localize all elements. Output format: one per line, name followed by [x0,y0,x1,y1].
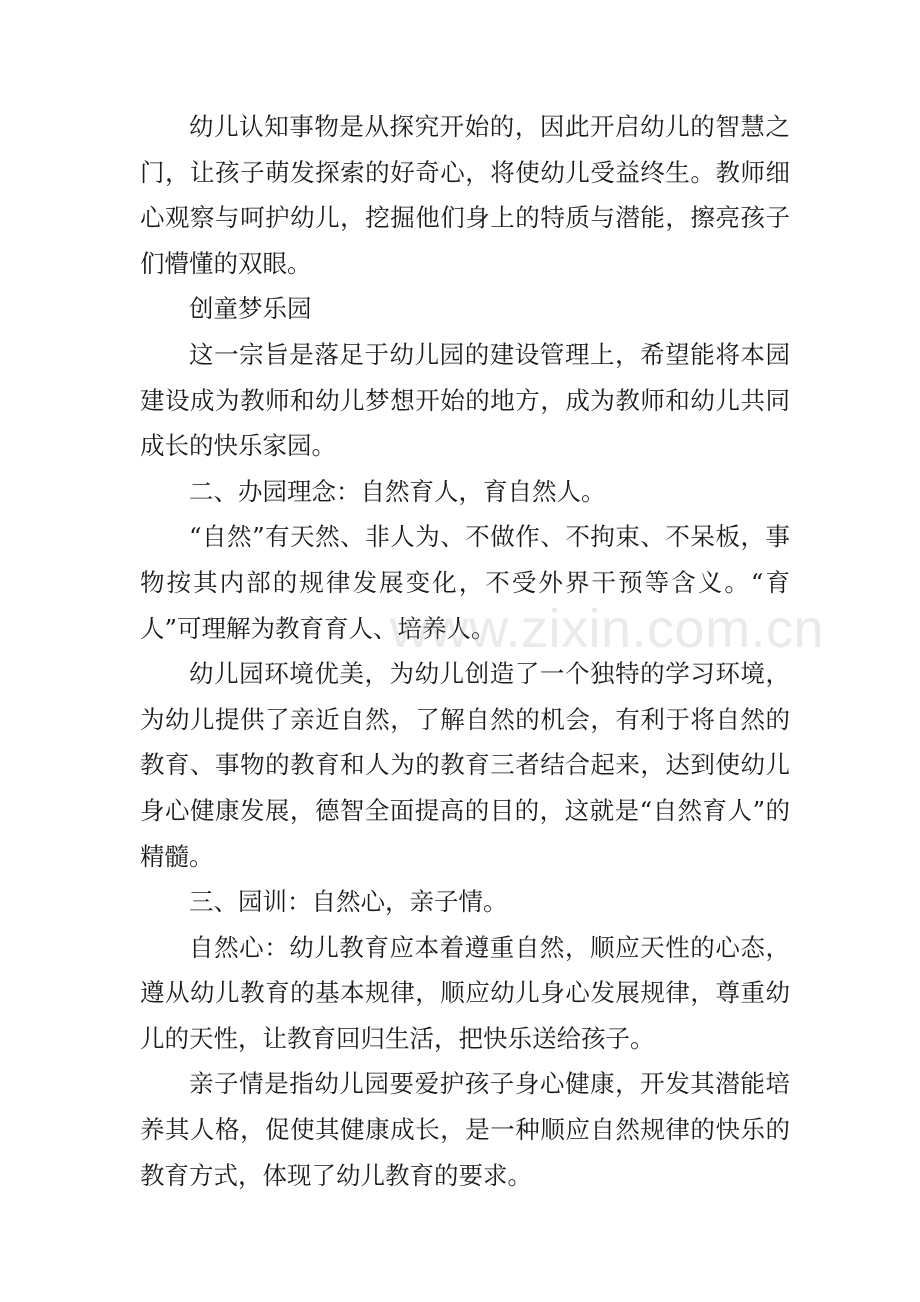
paragraph-1: 幼儿认知事物是从探究开始的，因此开启幼儿的智慧之门，让孩子萌发探索的好奇心，将使幼儿受益终生。教师细心观察与呵护幼儿，挖掘他们身上的特质与潜能，擦亮孩子们懵懂的双眼。 [140,112,790,278]
paragraph-9: 亲子情是指幼儿园要爱护孩子身心健康，开发其潜能培养其人格，促使其健康成长，是一种顺应自然规律的快乐的教育方式，体现了幼儿教育的要求。 [140,1069,790,1190]
paragraph-5: “自然”有天然、非人为、不做作、不拘束、不呆板，事物按其内部的规律发展变化，不受外界干预等含义。“育人”可理解为教育育人、培养人。 [140,522,790,643]
paragraph-6: 幼儿园环境优美，为幼儿创造了一个独特的学习环境，为幼儿提供了亲近自然，了解自然的机会，有利于将自然的教育、事物的教育和人为的教育三者结合起来，达到使幼儿身心健康发展，德智全面提高的目的，这就是“自然育人”的精髓。 [140,659,790,871]
paragraph-4-heading: 二、办园理念：自然育人，育自然人。 [189,476,606,506]
paragraph-3: 这一宗旨是落足于幼儿园的建设管理上，希望能将本园建设成为教师和幼儿梦想开始的地方，成为教师和幼儿共同成长的快乐家园。 [140,339,790,461]
paragraph-8: 自然心：幼儿教育应本着遵重自然，顺应天性的心态，遵从幼儿教育的基本规律，顺应幼儿身心发展规律，尊重幼儿的天性，让教育回归生活，把快乐送给孩子。 [140,932,790,1053]
paragraph-7-heading: 三、园训：自然心，亲子情。 [189,887,508,917]
document-body [140,104,790,1198]
watermark: www.zixin.com.cn [390,599,825,659]
paragraph-2-heading: 创童梦乐园 [189,294,312,324]
